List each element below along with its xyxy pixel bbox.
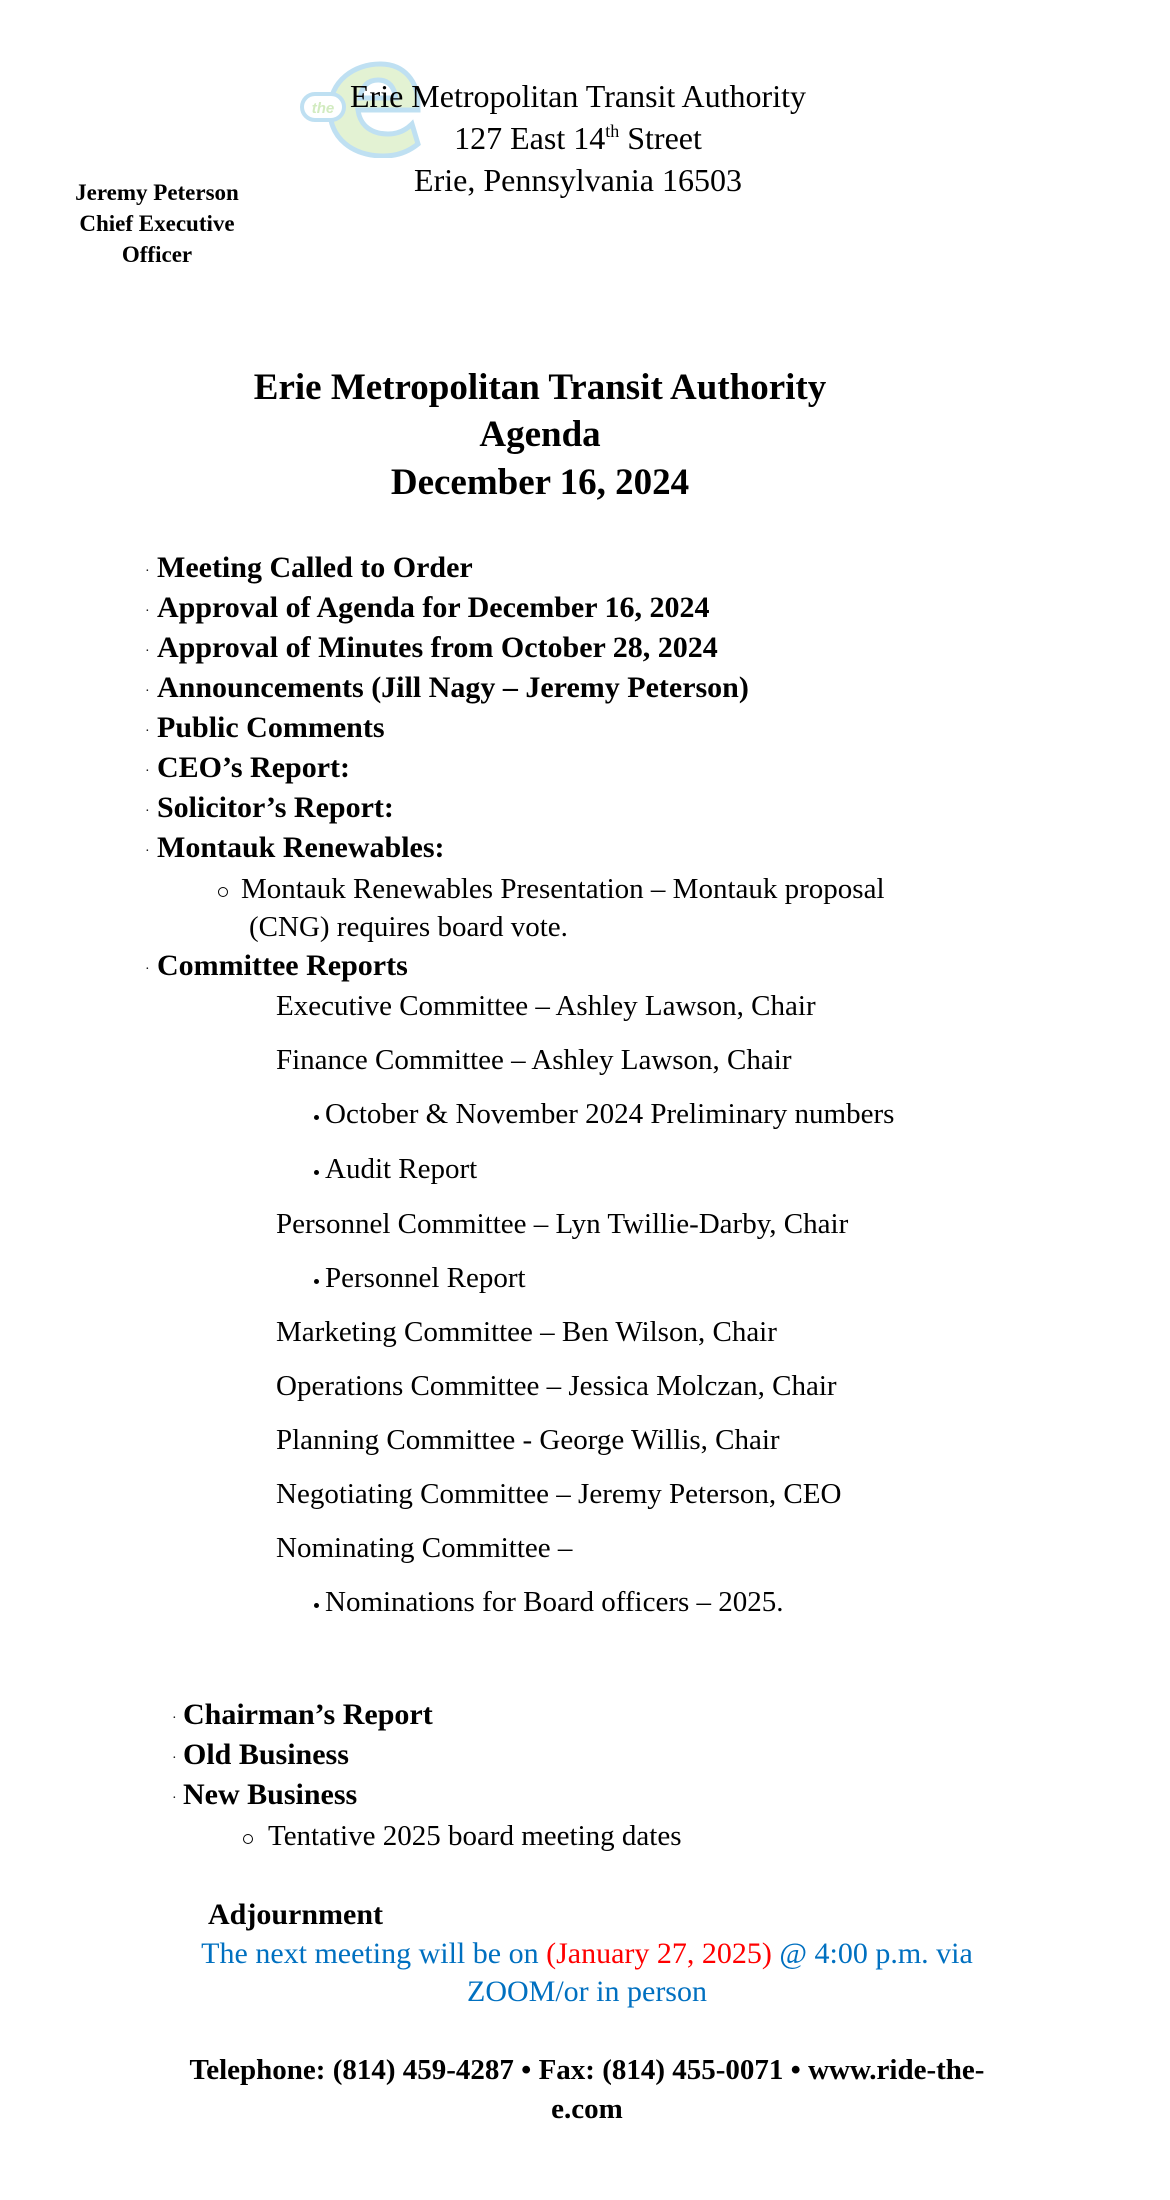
- agenda-item: [145, 791, 394, 825]
- bullet-icon: ·: [145, 724, 150, 739]
- bullet-icon: ·: [172, 1711, 177, 1726]
- committee-item: Negotiating Committee – Jeremy Peterson, CEO: [276, 1478, 842, 1510]
- agenda-item: [145, 831, 445, 865]
- agenda-item-label: Solicitor’s Report:: [157, 791, 394, 824]
- sub-item-label: Tentative 2025 board meeting dates: [268, 1820, 682, 1852]
- next-meeting-time: @ 4:00 p.m. via: [771, 1937, 973, 1970]
- agenda-item: [145, 551, 473, 585]
- city-state-zip: Erie, Pennsylvania 16503: [414, 162, 742, 198]
- next-meeting-notice: [201, 1937, 973, 1971]
- agenda-item-label: Committee Reports: [157, 949, 408, 982]
- footer-contact-continued: e.com: [551, 2093, 623, 2125]
- committee-item: Finance Committee – Ashley Lawson, Chair: [276, 1044, 792, 1076]
- meeting-date: December 16, 2024: [390, 462, 690, 503]
- committee-item: Operations Committee – Jessica Molczan, Chair: [276, 1370, 837, 1402]
- circle-bullet-icon: [243, 1834, 253, 1844]
- agenda-item-label: Chairman’s Report: [183, 1698, 433, 1731]
- agenda-item: [145, 711, 385, 745]
- svg-text:the: the: [311, 100, 335, 117]
- disc-bullet-icon: [314, 1279, 319, 1284]
- bullet-icon: ·: [145, 804, 150, 819]
- committee-subitem: [325, 1261, 526, 1295]
- disc-bullet-icon: [314, 1115, 319, 1120]
- ceo-name: Jeremy Peterson: [75, 180, 239, 205]
- agenda-item: [145, 631, 718, 665]
- sub-item-label: Montauk Renewables Presentation – Montauk proposal: [241, 873, 885, 905]
- page-title: Erie Metropolitan Transit Authority: [253, 367, 827, 408]
- agenda-item-label: Approval of Agenda for December 16, 2024: [157, 591, 710, 624]
- agenda-item: [172, 1738, 349, 1772]
- agenda-item: [172, 1778, 358, 1812]
- agenda-item: [145, 949, 408, 983]
- next-meeting-date: (January 27, 2025): [546, 1937, 772, 1970]
- circle-bullet-icon: [218, 887, 228, 897]
- committee-item: Nominating Committee –: [276, 1532, 573, 1564]
- committee-subitem-label: October & November 2024 Preliminary numbers: [325, 1098, 895, 1130]
- agenda-item-label: Meeting Called to Order: [157, 551, 473, 584]
- agenda-item-label: Montauk Renewables:: [157, 831, 445, 864]
- bullet-icon: ·: [172, 1751, 177, 1766]
- agenda-item: [145, 671, 749, 705]
- agenda-item-label: Announcements (Jill Nagy – Jeremy Peterson): [157, 671, 749, 704]
- ceo-title-line1: Chief Executive: [79, 211, 235, 236]
- ordinal-suffix: th: [605, 121, 620, 141]
- committee-subitem: [325, 1097, 894, 1131]
- committee-subitem: [325, 1585, 784, 1619]
- bullet-icon: ·: [145, 844, 150, 859]
- committee-item: Personnel Committee – Lyn Twillie-Darby, Chair: [276, 1208, 849, 1240]
- committee-item: Executive Committee – Ashley Lawson, Chair: [276, 990, 816, 1022]
- bullet-icon: ·: [145, 644, 150, 659]
- footer-contact: Telephone: (814) 459-4287 • Fax: (814) 455-0071 • www.ride-the-: [189, 2054, 985, 2086]
- next-meeting-location: ZOOM/or in person: [467, 1975, 707, 2008]
- bullet-icon: ·: [145, 564, 150, 579]
- bullet-icon: ·: [145, 764, 150, 779]
- org-name: Erie Metropolitan Transit Authority: [350, 78, 806, 114]
- committee-subitem-label: Nominations for Board officers – 2025.: [325, 1586, 784, 1618]
- agenda-item-label: CEO’s Report:: [157, 751, 351, 784]
- agenda-item: [172, 1698, 433, 1732]
- ceo-title-line2: Officer: [121, 242, 193, 267]
- montauk-sub-item-continued: (CNG) requires board vote.: [249, 911, 568, 943]
- adjournment-heading: Adjournment: [208, 1898, 384, 1931]
- bullet-icon: ·: [145, 604, 150, 619]
- agenda-item-label: Approval of Minutes from October 28, 2024: [157, 631, 718, 664]
- agenda-item-label: Public Comments: [157, 711, 385, 744]
- street-word: Street: [619, 120, 702, 156]
- bullet-icon: ·: [145, 962, 150, 977]
- committee-item: Planning Committee - George Willis, Chair: [276, 1424, 780, 1456]
- agenda-item: [145, 751, 351, 785]
- disc-bullet-icon: [314, 1170, 319, 1175]
- agenda-item-label: New Business: [183, 1778, 358, 1811]
- committee-subitem: [325, 1152, 477, 1186]
- street-number: 127 East 14: [454, 120, 606, 156]
- bullet-icon: ·: [172, 1791, 177, 1806]
- disc-bullet-icon: [314, 1603, 319, 1608]
- committee-subitem-label: Personnel Report: [325, 1262, 526, 1294]
- bullet-icon: ·: [145, 684, 150, 699]
- committee-item: Marketing Committee – Ben Wilson, Chair: [276, 1316, 777, 1348]
- doc-type-heading: Agenda: [479, 414, 601, 455]
- montauk-sub-item: [241, 872, 885, 906]
- new-business-sub-item: [268, 1819, 682, 1853]
- agenda-item-label: Old Business: [183, 1738, 349, 1771]
- next-meeting-prefix: The next meeting will be on: [201, 1937, 547, 1970]
- street-address: [454, 122, 702, 154]
- committee-subitem-label: Audit Report: [325, 1153, 478, 1185]
- agenda-item: [145, 591, 710, 625]
